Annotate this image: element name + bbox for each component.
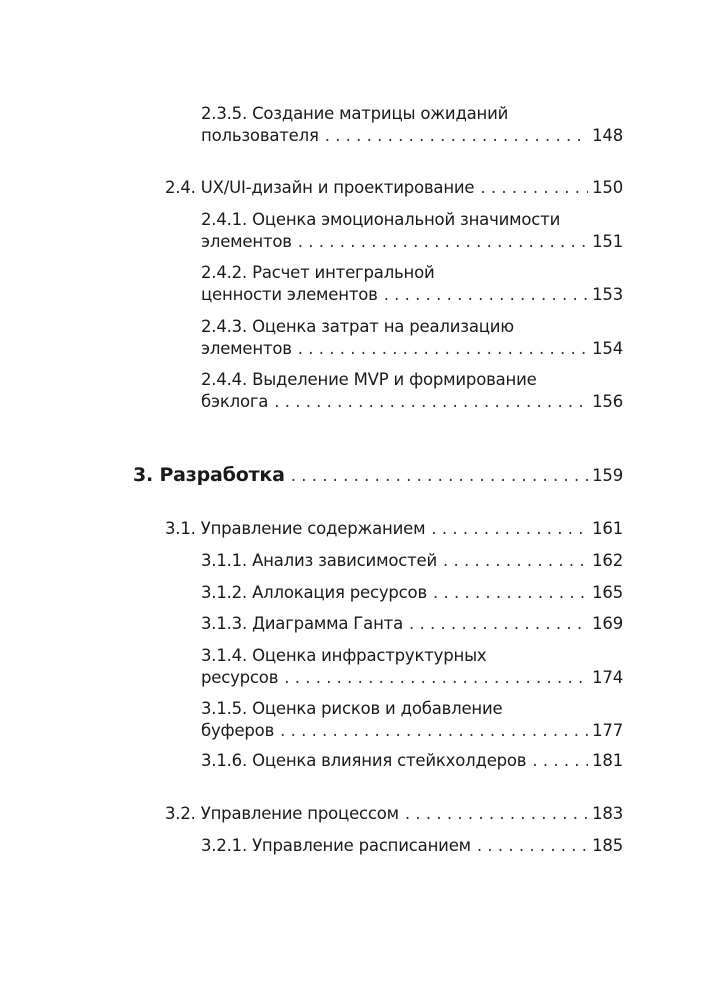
toc-entry-2-4 <box>165 177 623 199</box>
dot-leader <box>384 284 588 306</box>
toc-entry-title-line2: ценности элементов <box>201 285 378 304</box>
dot-leader <box>280 720 588 742</box>
dot-leader <box>433 582 588 604</box>
toc-entry-title-line2: ресурсов <box>201 668 279 687</box>
toc-entry-title-line2: бэклога <box>201 392 269 411</box>
toc-entry-title-line2: пользователя <box>201 126 319 145</box>
toc-chapter-title: 3. Разработка <box>133 464 285 486</box>
toc-page-number: 161 <box>592 519 623 538</box>
toc-entry-3-1-5 <box>201 698 623 742</box>
toc-entry-title-line1: 2.3.5. Создание матрицы ожиданий <box>201 104 509 123</box>
toc-page-number: 159 <box>592 466 623 485</box>
toc-entry-2-3-5 <box>201 103 623 147</box>
toc-entry-title-line2: буферов <box>201 721 275 740</box>
toc-entry-title-line2: элементов <box>201 339 292 358</box>
toc-page-number: 181 <box>592 751 623 770</box>
toc-entry-title-line1: 3.1.4. Оценка инфраструктурных <box>201 646 487 665</box>
toc-page-number: 151 <box>592 232 623 251</box>
toc-page-number: 162 <box>592 551 623 570</box>
toc-page-number: 156 <box>592 392 623 411</box>
toc-page-number: 169 <box>592 614 623 633</box>
toc-chapter-3 <box>133 464 623 487</box>
toc-entry-title: 2.4. UX/UI-дизайн и проектирование <box>165 178 475 197</box>
toc-entry-2-4-2 <box>201 262 623 306</box>
toc-entry-title-line2: элементов <box>201 232 292 251</box>
toc-entry-3-1 <box>165 518 623 540</box>
toc-entry-2-4-4 <box>201 369 623 413</box>
dot-leader <box>477 835 588 857</box>
toc-page-number: 148 <box>592 126 623 145</box>
dot-leader <box>298 231 588 253</box>
toc-entry-2-4-1 <box>201 209 623 253</box>
dot-leader <box>532 750 588 772</box>
toc-page-number: 185 <box>592 836 623 855</box>
dot-leader <box>480 177 588 199</box>
toc-entry-title-line1: 2.4.2. Расчет интегральной <box>201 263 435 282</box>
dot-leader <box>443 550 588 572</box>
dot-leader <box>284 667 588 689</box>
toc-entry-title-line1: 2.4.4. Выделение MVP и формирование <box>201 370 537 389</box>
dot-leader <box>409 613 588 635</box>
toc-entry-title: 3.2. Управление процессом <box>165 804 399 823</box>
toc-entry-title: 3.1. Управление содержанием <box>165 519 426 538</box>
toc-page-number: 174 <box>592 668 623 687</box>
toc-page-number: 183 <box>592 804 623 823</box>
toc-entry-title: 3.1.2. Аллокация ресурсов <box>201 583 427 602</box>
toc-entry-3-2-1 <box>201 835 623 857</box>
toc-page-number: 153 <box>592 285 623 304</box>
dot-leader <box>431 518 588 540</box>
dot-leader <box>274 391 588 413</box>
dot-leader <box>325 125 588 147</box>
toc-entry-3-1-1 <box>201 550 623 572</box>
toc-page-number: 150 <box>592 178 623 197</box>
dot-leader <box>405 803 588 825</box>
toc-entry-title: 3.1.3. Диаграмма Ганта <box>201 614 403 633</box>
toc-entry-title-line1: 2.4.3. Оценка затрат на реализацию <box>201 317 514 336</box>
toc-page-number: 154 <box>592 339 623 358</box>
toc-page-number: 177 <box>592 721 623 740</box>
toc-entry-title-line1: 2.4.1. Оценка эмоциональной значимости <box>201 210 561 229</box>
toc-entry-3-2 <box>165 803 623 825</box>
toc-entry-title: 3.1.6. Оценка влияния стейкхолдеров <box>201 751 527 770</box>
dot-leader <box>298 338 588 360</box>
toc-entry-title: 3.1.1. Анализ зависимостей <box>201 551 437 570</box>
toc-entry-2-4-3 <box>201 316 623 360</box>
toc-entry-3-1-6 <box>201 750 623 772</box>
toc-entry-title: 3.2.1. Управление расписанием <box>201 836 471 855</box>
toc-entry-3-1-4 <box>201 645 623 689</box>
toc-entry-3-1-3 <box>201 613 623 635</box>
dot-leader <box>291 465 588 487</box>
toc-entry-3-1-2 <box>201 582 623 604</box>
toc-entry-title-line1: 3.1.5. Оценка рисков и добавление <box>201 699 503 718</box>
toc-page-number: 165 <box>592 583 623 602</box>
